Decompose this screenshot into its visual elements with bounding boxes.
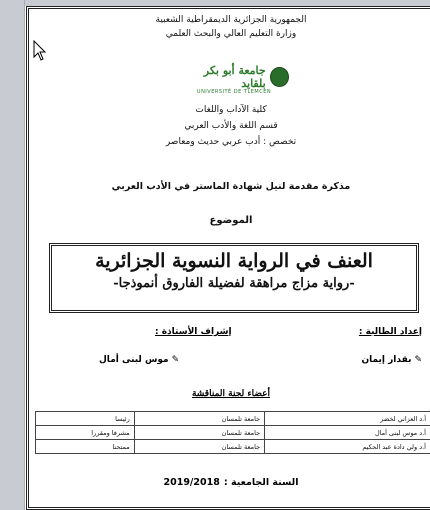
table-row	[36, 412, 430, 426]
jury-member-name: أ.د ولي دادة عبد الحكيم	[265, 440, 430, 454]
pen-icon: ✎	[171, 355, 180, 365]
academic-year-label: السنة الجامعية :	[223, 477, 299, 488]
jury-member-role: مشرفا ومقررا	[36, 426, 135, 440]
faculty-name: كلية الآداب واللغات	[195, 105, 267, 115]
specialty-line: تخصص : أدب عربي حديث ومعاصر	[165, 137, 297, 147]
subject-label: الموضوع	[209, 215, 253, 226]
jury-member-name: أ.د موس لبنى أمال	[265, 426, 430, 440]
supervisor-entry	[99, 355, 179, 365]
jury-member-university: جامعة تلمسان	[134, 440, 264, 454]
supervisor-name: موس لبنى أمال	[99, 355, 169, 365]
memoir-purpose: مذكرة مقدمة لنيل شهادة الماستر في الأدب العربي	[111, 181, 351, 192]
ministry-line: وزارة التعليم العالي والبحث العلمي	[165, 29, 297, 39]
pen-icon: ✎	[414, 355, 422, 365]
table-row	[36, 426, 430, 440]
university-logo	[179, 65, 289, 89]
academic-year-value: 2019/2018	[163, 477, 220, 488]
jury-title: أعضاء لجنة المناقشة	[191, 389, 271, 399]
title-box	[49, 243, 419, 313]
memoir-title: العنف في الرواية النسوية الجزائرية	[95, 250, 373, 272]
jury-member-role: رئيسا	[36, 412, 135, 426]
jury-member-name: أ.د العزاني لخضر	[265, 412, 430, 426]
department-name: قسم اللغة والأدب العربي	[184, 121, 278, 131]
republic-line: الجمهورية الجزائرية الديمقراطية الشعبية	[155, 15, 307, 25]
table-row	[36, 440, 430, 454]
jury-member-role: ممتحنا	[36, 440, 135, 454]
logo-arabic-text: جامعة أبو بكر بلقايد	[203, 64, 266, 90]
student-name: بقدار إيمان	[361, 355, 412, 365]
jury-table	[35, 411, 430, 454]
student-entry	[361, 355, 422, 365]
academic-year	[29, 477, 430, 488]
jury-member-university: جامعة تلمسان	[134, 412, 264, 426]
viewer-left-margin	[0, 0, 25, 510]
university-emblem-icon	[270, 67, 289, 87]
document-page	[26, 6, 430, 510]
supervisor-label: إشراف الأستاذة :	[155, 327, 232, 337]
memoir-subtitle: -رواية مزاج مراهقة لفضيلة الفاروق أنموذجا-	[113, 276, 355, 291]
mouse-cursor-icon	[33, 40, 47, 62]
logo-latin-text: UNIVERSITÉ DE TLEMCEN	[196, 89, 272, 95]
jury-member-university: جامعة تلمسان	[134, 426, 264, 440]
student-label: إعداد الطالبة :	[358, 327, 422, 337]
